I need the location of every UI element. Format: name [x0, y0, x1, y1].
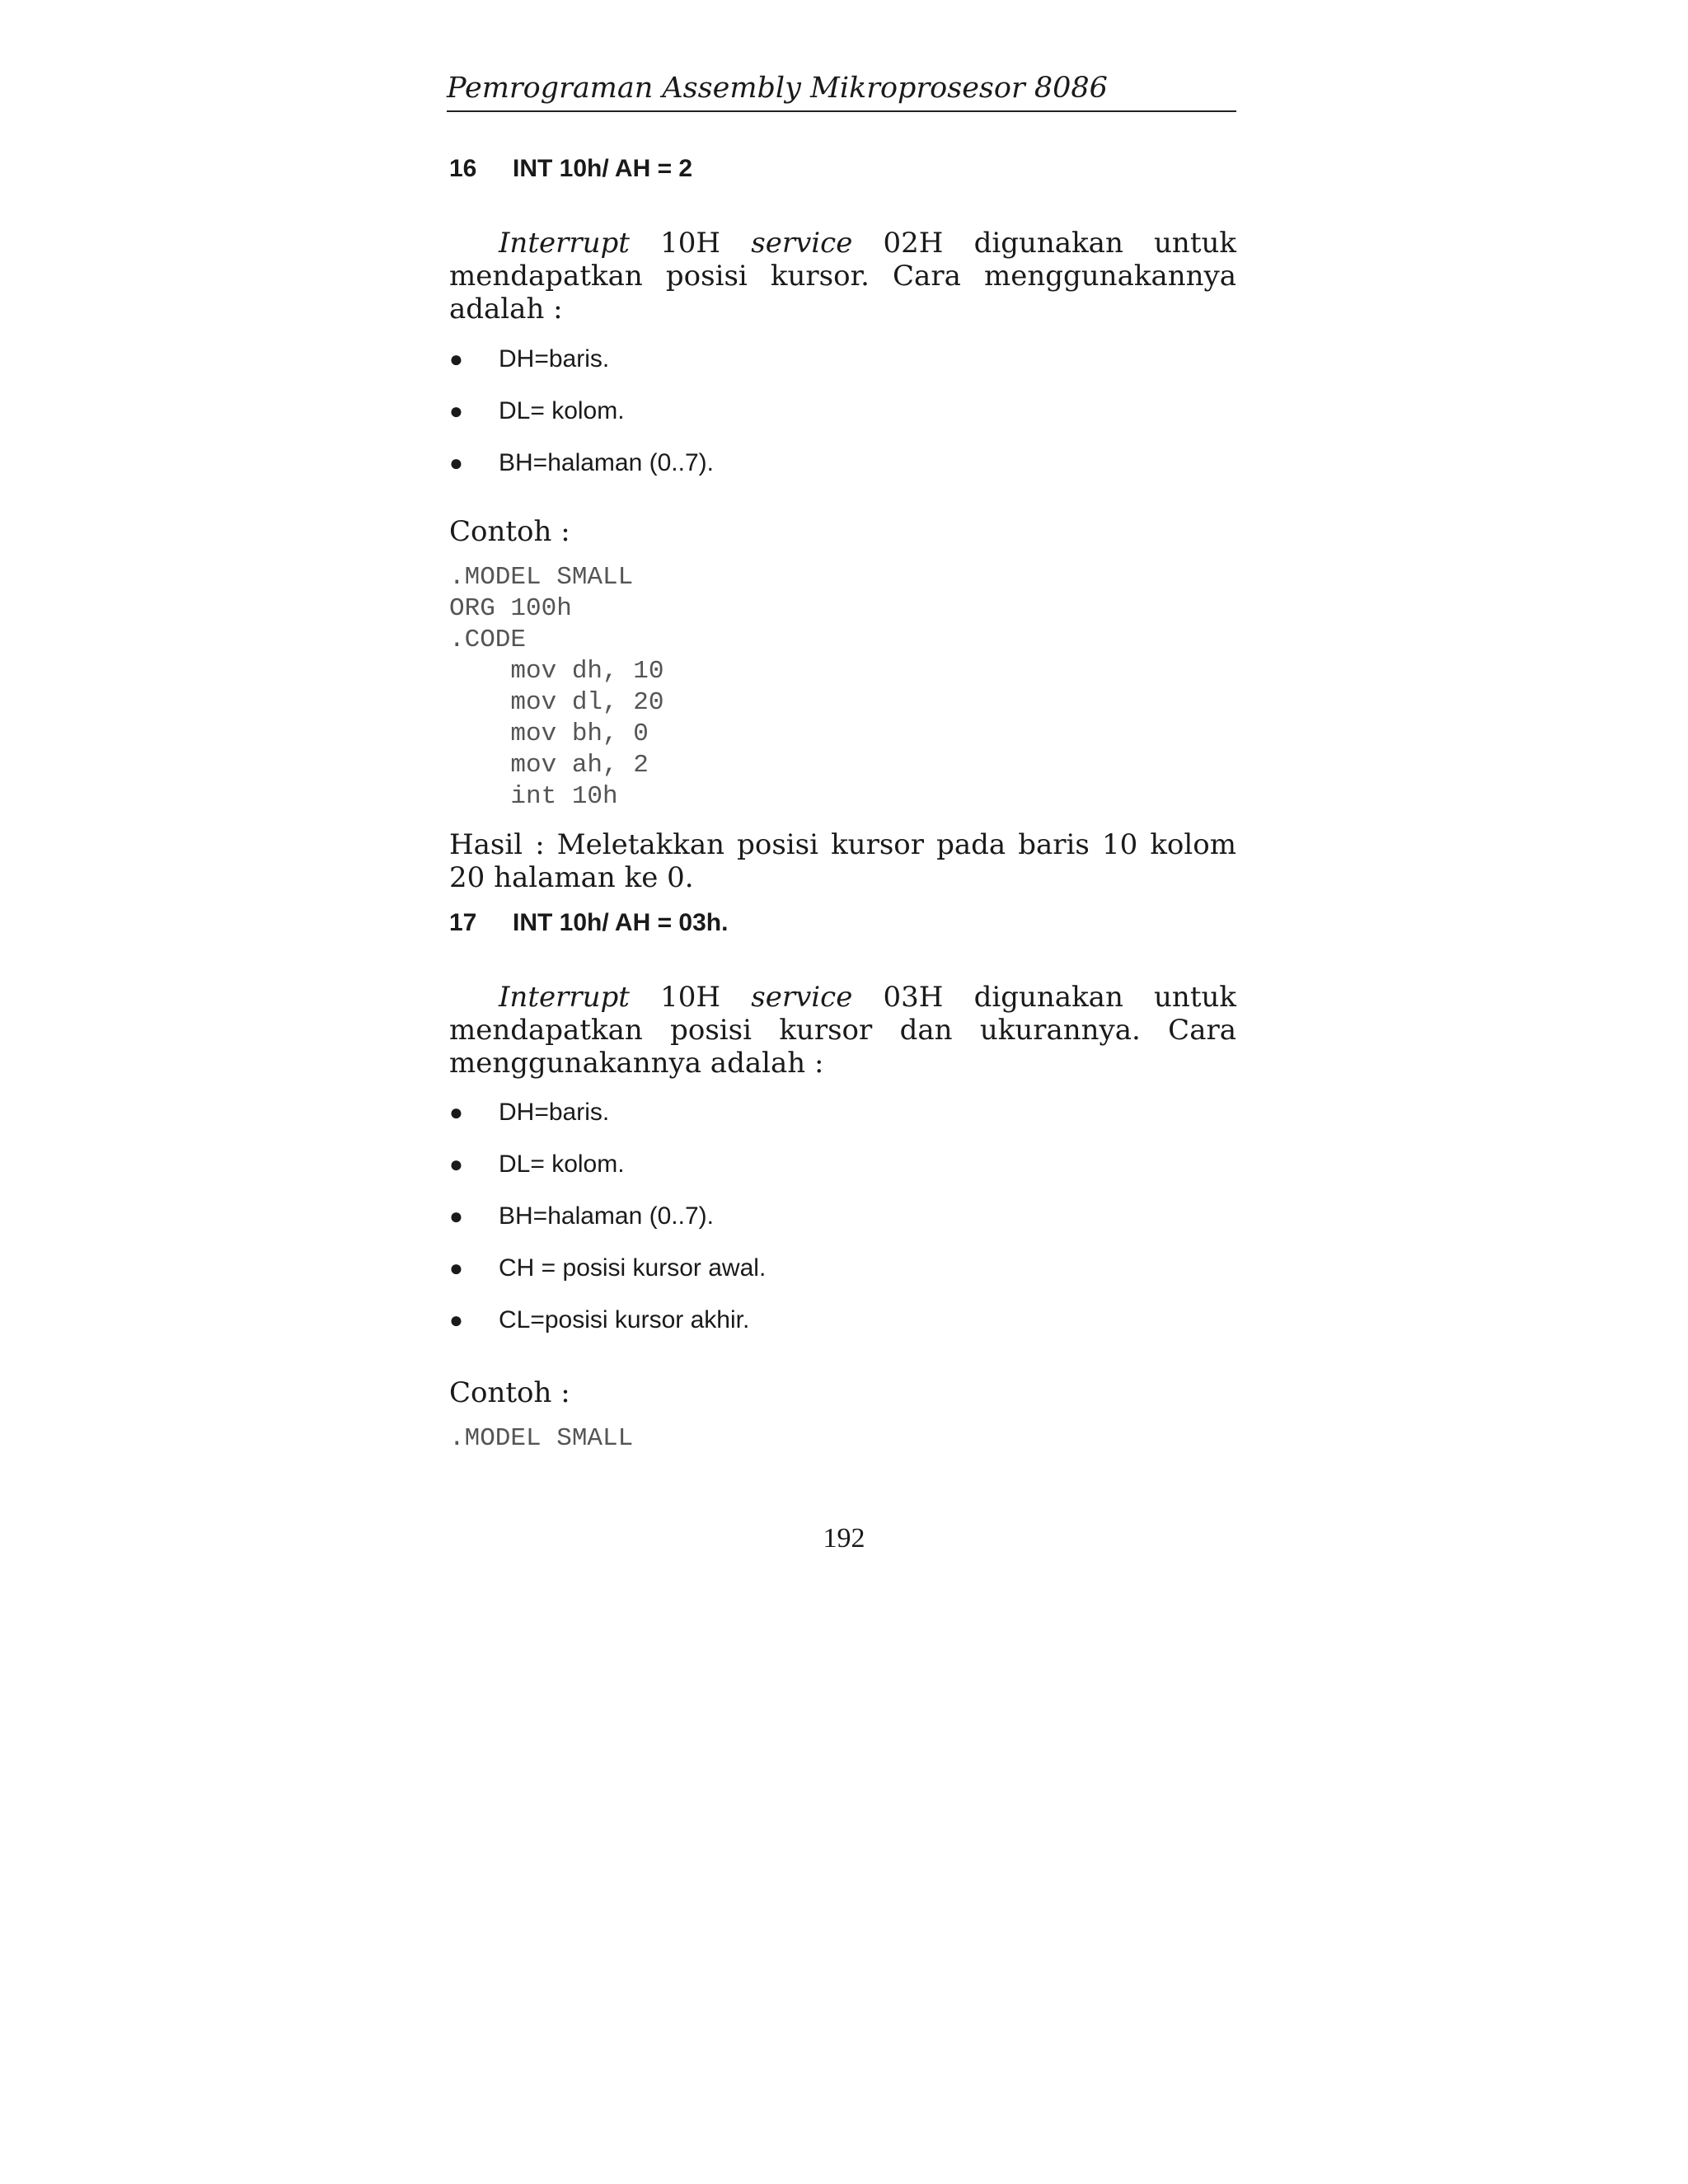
section-17-intro — [449, 981, 1236, 1080]
section-16-intro-part-2: 02H digunakan untuk mendapatkan posisi kursor. Cara menggunakannya adalah : — [449, 227, 1236, 326]
section-17-number: 17 — [449, 909, 477, 936]
list-item-text: BH=halaman (0..7). — [499, 1202, 714, 1230]
section-17-intro-italic-1: Interrupt — [499, 981, 630, 1014]
list-item — [449, 1150, 1236, 1202]
section-16-code-block: .MODEL SMALL ORG 100h .CODE mov dh, 10 mov dl, 20 mov bh, 0 mov ah, 2 int 10h — [449, 563, 664, 811]
list-item — [449, 344, 1236, 396]
section-17-intro-italic-2: service — [751, 981, 853, 1014]
section-16-result: Hasil : Meletakkan posisi kursor pada baris 10 kolom 20 halaman ke 0. — [449, 828, 1236, 894]
section-16-intro — [449, 227, 1236, 326]
list-item-text: DH=baris. — [499, 345, 610, 373]
section-17-heading — [449, 907, 1236, 940]
list-item — [449, 1202, 1236, 1254]
bullet-icon: ● — [449, 1203, 463, 1229]
section-16-intro-part-1: 10H — [629, 227, 752, 260]
list-item — [449, 1254, 1236, 1305]
bullet-icon: ● — [449, 1151, 463, 1177]
list-item-text: DL= kolom. — [499, 397, 625, 424]
section-16-example-label: Contoh : — [449, 515, 570, 548]
section-16-intro-italic-1: Interrupt — [499, 227, 630, 260]
list-item-text: CH = posisi kursor awal. — [499, 1254, 767, 1282]
list-item — [449, 1305, 1236, 1357]
bullet-icon: ● — [449, 346, 463, 372]
list-item — [449, 396, 1236, 448]
section-16-bullet-list — [449, 344, 1236, 500]
section-17-example-label: Contoh : — [449, 1376, 570, 1409]
section-16-number: 16 — [449, 155, 477, 182]
section-16-heading — [449, 152, 1236, 185]
page-number: 192 — [823, 1523, 865, 1554]
list-item — [449, 448, 1236, 500]
section-16-title: INT 10h/ AH = 2 — [513, 155, 693, 182]
bullet-icon: ● — [449, 450, 463, 476]
list-item-text: DH=baris. — [499, 1099, 610, 1126]
running-header: Pemrograman Assembly Mikroprosesor 8086 — [447, 66, 1236, 112]
list-item-text: BH=halaman (0..7). — [499, 449, 714, 476]
section-16-intro-italic-2: service — [751, 227, 853, 260]
list-item-text: DL= kolom. — [499, 1151, 625, 1178]
list-item-text: CL=posisi kursor akhir. — [499, 1306, 750, 1333]
bullet-icon: ● — [449, 1307, 463, 1333]
bullet-icon: ● — [449, 1099, 463, 1125]
section-17-title: INT 10h/ AH = 03h. — [513, 909, 729, 936]
bullet-icon: ● — [449, 1255, 463, 1281]
bullet-icon: ● — [449, 398, 463, 424]
section-17-intro-part-2: 03H digunakan untuk mendapatkan posisi kursor dan ukurannya. Cara menggunakannya adalah : — [449, 981, 1236, 1080]
section-17-bullet-list — [449, 1098, 1236, 1357]
list-item — [449, 1098, 1236, 1150]
section-17-code-block: .MODEL SMALL — [449, 1424, 634, 1453]
section-17-intro-part-1: 10H — [629, 981, 752, 1014]
